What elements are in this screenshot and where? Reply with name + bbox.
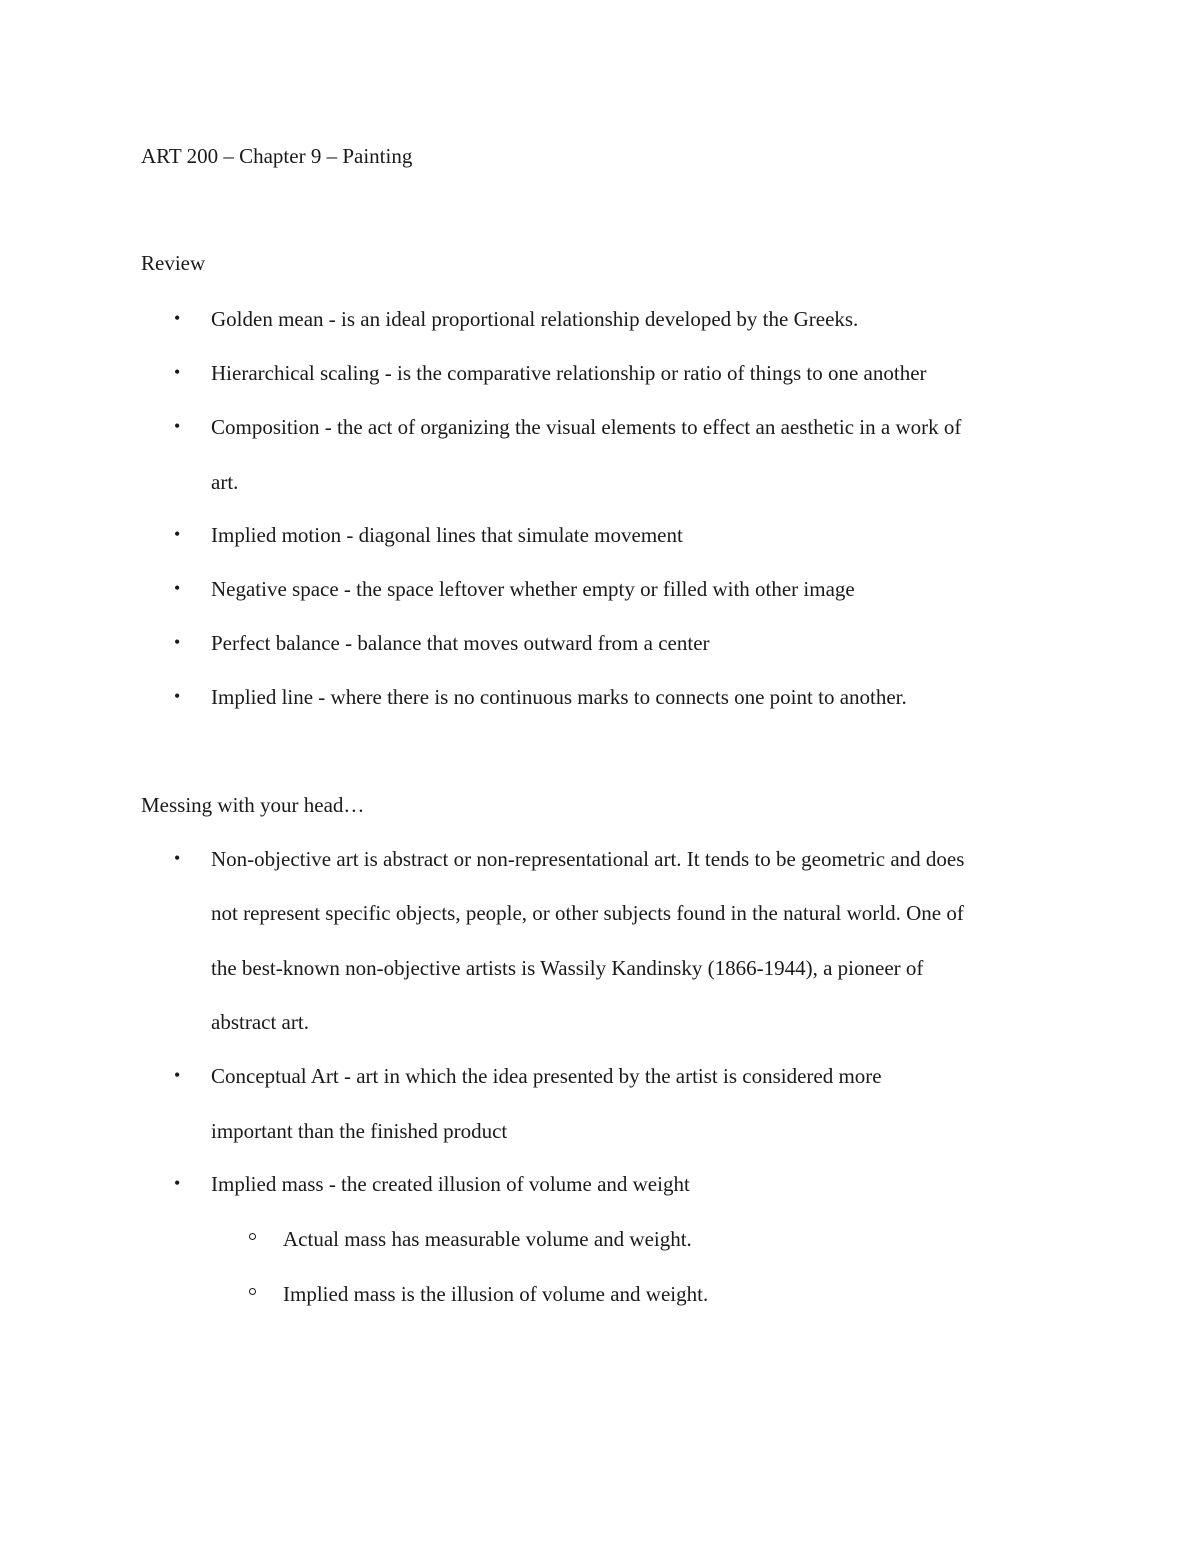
review-item-composition-line-2: art. [211,470,239,494]
bullet-icon: • [174,308,181,328]
subitem-actual-mass: Actual mass has measurable volume and weight. [283,1227,692,1251]
bullet-icon: • [174,416,181,436]
bullet-icon: • [174,1173,181,1193]
review-item-perfect-balance: Perfect balance - balance that moves outward from a center [211,631,710,655]
review-heading: Review [141,251,206,275]
bullet-icon: • [174,686,181,706]
messing-item-non-objective-line-1: Non-objective art is abstract or non-representational art. It tends to be geometric and does [211,847,965,871]
messing-item-non-objective-line-4: abstract art. [211,1010,309,1034]
review-item-hierarchical-scaling: Hierarchical scaling - is the comparative relationship or ratio of things to one another [211,361,927,385]
review-item-negative-space: Negative space - the space leftover whether empty or filled with other image [211,577,855,601]
bullet-icon: • [174,632,181,652]
messing-heading: Messing with your head… [141,793,365,817]
review-item-golden-mean: Golden mean - is an ideal proportional relationship developed by the Greeks. [211,307,859,331]
document-title: ART 200 – Chapter 9 – Painting [141,144,413,168]
messing-item-non-objective-line-2: not represent specific objects, people, or other subjects found in the natural world. One of [211,901,964,925]
bullet-icon: • [174,1065,181,1085]
messing-item-non-objective-line-3: the best-known non-objective artists is Wassily Kandinsky (1866-1944), a pioneer of [211,956,924,980]
bullet-icon: • [174,524,181,544]
bullet-icon: • [174,848,181,868]
review-item-implied-line: Implied line - where there is no continuous marks to connects one point to another. [211,685,907,709]
messing-item-implied-mass: Implied mass - the created illusion of volume and weight [211,1172,690,1196]
messing-item-conceptual-line-2: important than the finished product [211,1119,508,1143]
hollow-bullet-icon [249,1233,256,1240]
subitem-implied-mass: Implied mass is the illusion of volume and weight. [283,1282,709,1306]
bullet-icon: • [174,578,181,598]
bullet-icon: • [174,362,181,382]
review-item-composition-line-1: Composition - the act of organizing the visual elements to effect an aesthetic in a work of [211,415,962,439]
review-item-implied-motion: Implied motion - diagonal lines that simulate movement [211,523,683,547]
hollow-bullet-icon [249,1288,256,1295]
messing-item-conceptual-line-1: Conceptual Art - art in which the idea presented by the artist is considered more [211,1064,882,1088]
